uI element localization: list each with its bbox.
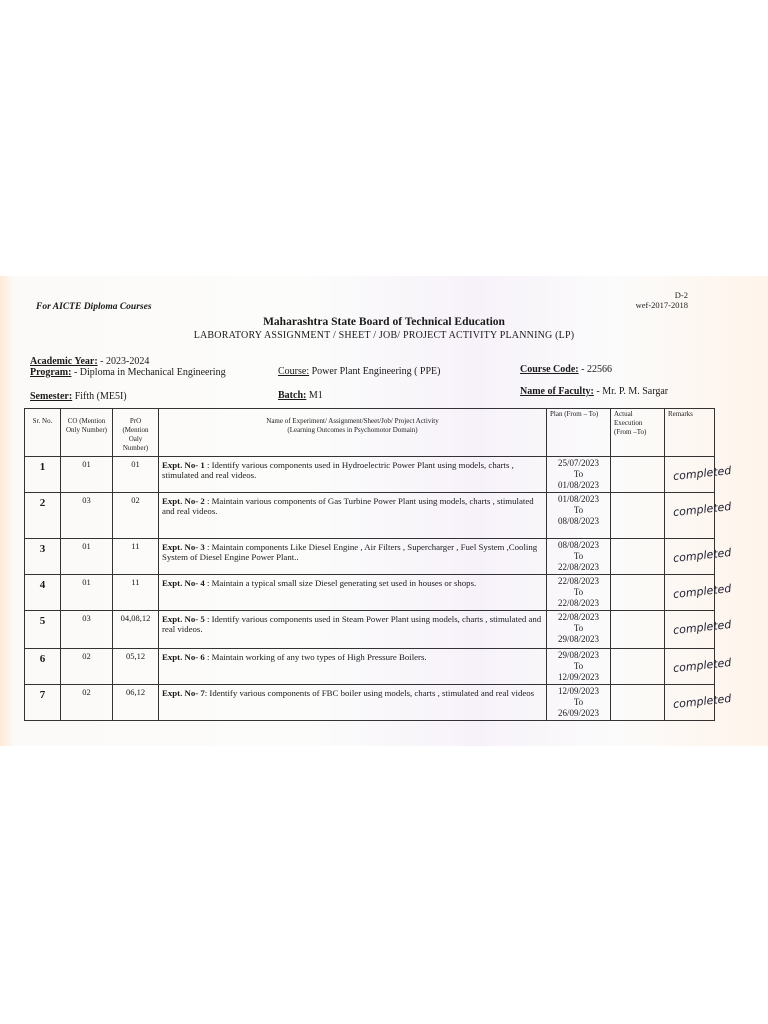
academic-year-value: - 2023-2024 (97, 356, 150, 367)
batch-value: M1 (306, 390, 323, 401)
row-activity-text: : Maintain various components of Gas Turbine Power Plant using models, charts , stimulated and real videos. (162, 496, 534, 516)
plan-to-word: To (573, 587, 584, 597)
row-activity-title: Expt. No- 7 (162, 688, 205, 698)
row-co: 02 (61, 649, 113, 685)
row-actual (611, 457, 665, 493)
handwritten-remark: completed (672, 581, 732, 602)
plan-from: 22/08/2023 (557, 612, 599, 622)
row-activity-title: Expt. No- 4 (162, 578, 205, 588)
board-title: Maharashtra State Board of Technical Education (263, 316, 505, 328)
plan-to-word: To (573, 697, 584, 707)
plan-to-word: To (573, 469, 584, 479)
row-actual (611, 493, 665, 539)
document-reference (636, 290, 688, 310)
row-plan (547, 539, 611, 575)
row-plan (547, 575, 611, 611)
row-co: 02 (61, 685, 113, 721)
row-pro: 02 (113, 493, 159, 539)
plan-to-word: To (573, 551, 584, 561)
table-row (25, 457, 715, 493)
row-activity-text: : Identify various components of FBC boiler using models, charts , stimulated and real videos (204, 688, 535, 698)
faculty-label: Name of Faculty: (520, 386, 594, 397)
plan-to: 29/08/2023 (557, 634, 599, 644)
row-sr: 5 (25, 611, 61, 649)
row-activity (159, 493, 547, 539)
row-plan (547, 685, 611, 721)
row-remarks (665, 611, 732, 649)
semester-label: Semester: (30, 391, 73, 402)
row-pro: 11 (113, 575, 159, 611)
row-activity-text: : Maintain components Like Diesel Engine , Air Filters , Supercharger , Fuel System ,Cooling System of Diesel Engine Power Plant.. (162, 542, 538, 562)
table-row (25, 685, 715, 721)
row-pro: 01 (113, 457, 159, 493)
aicte-tag: For AICTE Diploma Courses (36, 302, 152, 312)
row-co: 01 (61, 539, 113, 575)
batch-label: Batch: (278, 390, 307, 401)
row-remarks (665, 457, 732, 493)
row-activity (159, 575, 547, 611)
header-remarks: Remarks (665, 409, 715, 457)
row-sr: 1 (25, 457, 61, 493)
row-sr: 6 (25, 649, 61, 685)
row-activity-text: : Identify various components used in Hydroelectric Power Plant using models, charts , stimulated and real videos. (162, 460, 514, 480)
handwritten-remark: completed (672, 617, 732, 638)
program-value: - Diploma in Mechanical Engineering (71, 367, 226, 378)
doc-code: D-2 (674, 290, 688, 300)
row-activity (159, 685, 547, 721)
table-row (25, 575, 715, 611)
row-co: 03 (61, 493, 113, 539)
row-plan (547, 493, 611, 539)
row-activity (159, 611, 547, 649)
row-remarks (665, 575, 732, 611)
row-plan (547, 611, 611, 649)
row-activity-title: Expt. No- 3 (162, 542, 205, 552)
plan-from: 29/08/2023 (557, 650, 599, 660)
handwritten-remark: completed (672, 545, 732, 566)
course-code (520, 364, 612, 375)
row-actual (611, 649, 665, 685)
table-row (25, 649, 715, 685)
plan-to: 22/08/2023 (557, 598, 599, 608)
doc-wef: wef-2017-2018 (635, 300, 688, 310)
row-actual (611, 539, 665, 575)
row-sr: 3 (25, 539, 61, 575)
activity-planning-table (24, 408, 732, 721)
row-activity-title: Expt. No- 5 (162, 614, 205, 624)
row-activity-title: Expt. No- 1 (162, 460, 205, 470)
row-co: 01 (61, 457, 113, 493)
plan-to: 26/09/2023 (557, 708, 599, 718)
row-activity-title: Expt. No- 6 (162, 652, 205, 662)
course-code-value: - 22566 (578, 364, 612, 375)
academic-year-label: Academic Year: (30, 356, 98, 367)
handwritten-remark: completed (672, 655, 732, 676)
plan-from: 08/08/2023 (557, 540, 599, 550)
header-activity-sub: (Learning Outcomes in Psychomotor Domain) (287, 426, 418, 434)
row-co: 01 (61, 575, 113, 611)
faculty (520, 386, 668, 397)
course-value: Power Plant Engineering ( PPE) (309, 366, 441, 377)
plan-from: 22/08/2023 (557, 576, 599, 586)
row-activity-text: : Identify various components used in Steam Power Plant using models, charts , stimulated and real videos. (162, 614, 542, 634)
plan-to-word: To (573, 505, 584, 515)
sheet-title: LABORATORY ASSIGNMENT / SHEET / JOB/ PROJECT ACTIVITY PLANNING (LP) (193, 330, 575, 341)
plan-to: 08/08/2023 (557, 516, 599, 526)
row-pro: 11 (113, 539, 159, 575)
row-activity-text: : Maintain a typical small size Diesel generating set used in houses or shops. (204, 578, 477, 588)
row-pro: 04,08,12 (113, 611, 159, 649)
course-code-label: Course Code: (520, 364, 579, 375)
header-pro: PrO (Mention Oaly Number) (113, 409, 159, 457)
plan-from: 25/07/2023 (557, 458, 599, 468)
row-activity (159, 457, 547, 493)
faculty-value: - Mr. P. M. Sargar (593, 386, 669, 397)
row-actual (611, 611, 665, 649)
row-plan (547, 649, 611, 685)
plan-to-word: To (573, 661, 584, 671)
plan-from: 12/09/2023 (557, 686, 599, 696)
semester (30, 391, 127, 402)
row-remarks (665, 539, 732, 575)
course (278, 366, 440, 377)
row-remarks (665, 649, 732, 685)
plan-to-word: To (573, 623, 584, 633)
row-remarks (665, 685, 732, 721)
table-row (25, 539, 715, 575)
row-activity (159, 539, 547, 575)
row-actual (611, 685, 665, 721)
row-remarks (665, 493, 732, 539)
row-sr: 2 (25, 493, 61, 539)
row-pro: 05,12 (113, 649, 159, 685)
program (30, 367, 226, 378)
header-plan: Plan (From – To) (547, 409, 611, 457)
row-pro: 06,12 (113, 685, 159, 721)
header-actual: Actual Execution (From –To) (611, 409, 665, 457)
row-activity (159, 649, 547, 685)
plan-from: 01/08/2023 (557, 494, 599, 504)
program-label: Program: (30, 367, 72, 378)
course-label: Course: (278, 366, 310, 377)
handwritten-remark: completed (672, 463, 732, 484)
row-sr: 4 (25, 575, 61, 611)
row-co: 03 (61, 611, 113, 649)
plan-to: 22/08/2023 (557, 562, 599, 572)
table-row (25, 493, 715, 539)
table-header-row (25, 409, 715, 457)
row-activity-title: Expt. No- 2 (162, 496, 205, 506)
plan-to: 12/09/2023 (557, 672, 599, 682)
header-activity-title: Name of Experiment/ Assignment/Sheet/Job/ Project Activity (266, 417, 439, 425)
handwritten-remark: completed (672, 691, 732, 712)
plan-to: 01/08/2023 (557, 480, 599, 490)
semester-value: Fifth (ME5I) (72, 391, 127, 402)
batch (278, 390, 323, 401)
header-sr: Sr. No. (25, 409, 61, 457)
row-plan (547, 457, 611, 493)
row-actual (611, 575, 665, 611)
academic-year (30, 356, 149, 367)
header-co: CO (Mention Only Number) (61, 409, 113, 457)
row-sr: 7 (25, 685, 61, 721)
row-activity-text: : Maintain working of any two types of High Pressure Boilers. (204, 652, 427, 662)
table-row (25, 611, 715, 649)
header-activity (159, 409, 547, 457)
handwritten-remark: completed (672, 499, 732, 520)
